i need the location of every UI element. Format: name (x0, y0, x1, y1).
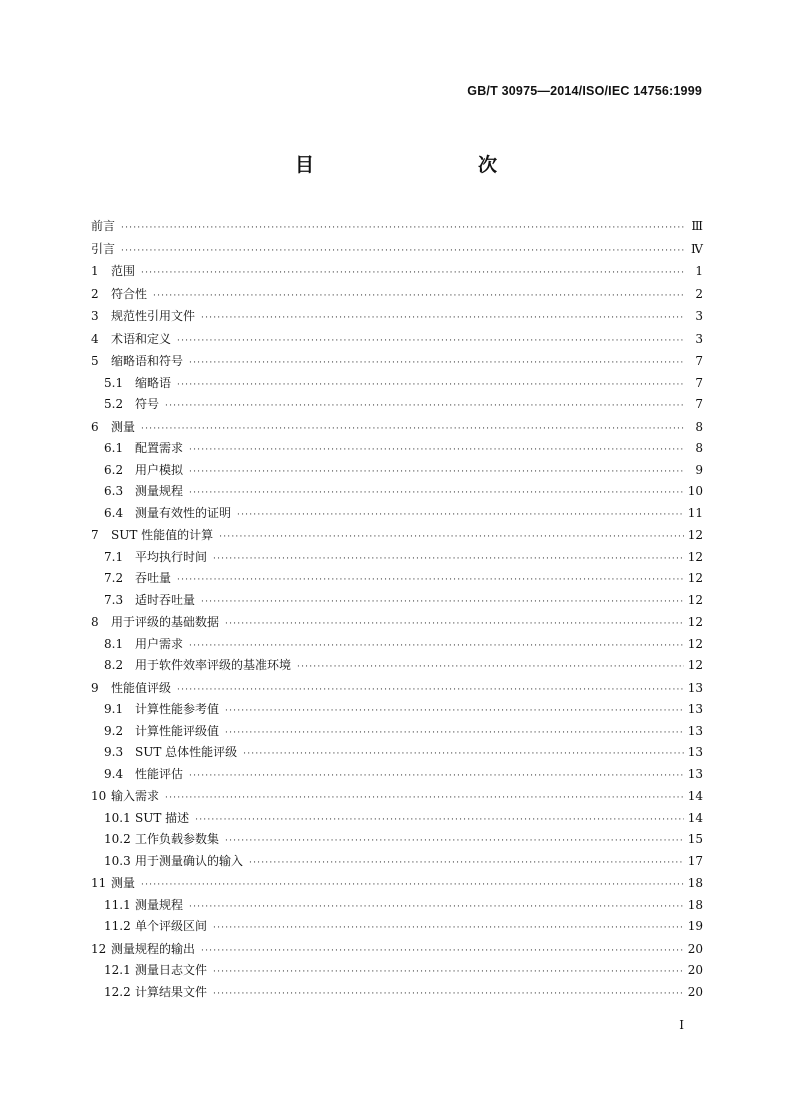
toc-entry[interactable] (91, 547, 703, 569)
toc-entry-number: 8.1 (104, 636, 124, 651)
toc-entry-number: 12.2 (104, 984, 131, 999)
toc-entry-page: 12 (687, 658, 703, 672)
toc-dot-leader (141, 875, 684, 897)
toc-entry-number: 12.1 (104, 963, 131, 977)
toc-entry[interactable] (91, 612, 703, 634)
toc-dot-leader (189, 897, 684, 919)
toc-entry-number: 1 (91, 264, 99, 278)
toc-entry-page: 13 (687, 766, 703, 781)
toc-entry[interactable] (91, 503, 703, 525)
toc-entry-number: 11 (91, 876, 107, 890)
toc-entry-label: 适时吞吐量 (135, 592, 196, 607)
toc-entry[interactable] (91, 568, 703, 590)
toc-entry[interactable] (91, 417, 703, 439)
toc-entry-page: 9 (695, 462, 703, 477)
toc-entry-label: 符合性 (111, 286, 148, 301)
toc-dot-leader (177, 570, 684, 592)
toc-entry-number: 5.2 (104, 397, 124, 411)
toc-entry[interactable] (91, 438, 703, 460)
toc-entry[interactable] (91, 742, 703, 764)
toc-entry-number: 7.1 (104, 549, 124, 564)
toc-entry-label: 规范性引用文件 (111, 309, 196, 323)
toc-entry-page: 1 (695, 264, 703, 278)
toc-entry[interactable] (91, 939, 703, 961)
toc-dot-leader (141, 263, 685, 285)
toc-entry[interactable] (91, 460, 703, 482)
toc-entry-number: 6.4 (104, 505, 124, 520)
toc-entry-page: 18 (687, 897, 703, 912)
toc-entry-number: 11.1 (104, 897, 131, 912)
toc-entry[interactable] (91, 634, 703, 656)
toc-entry[interactable] (91, 590, 703, 612)
toc-dot-leader (219, 527, 684, 549)
toc-entry-page: 18 (687, 876, 703, 890)
toc-entry-page: 7 (695, 375, 703, 390)
toc-dot-leader (121, 218, 685, 240)
toc-entry-page: 12 (687, 592, 703, 607)
toc-entry-number: 10.2 (104, 832, 131, 846)
page-folio: I (679, 1018, 684, 1032)
toc-dot-leader (177, 375, 685, 397)
toc-entry-label: 用于测量确认的输入 (135, 853, 244, 868)
toc-entry[interactable] (91, 261, 703, 283)
toc-entry-label: 用于评级的基础数据 (111, 615, 220, 629)
toc-entry-page: 19 (687, 919, 703, 933)
toc-entry-label: 测量规程的输出 (111, 941, 196, 956)
toc-entry-page: 12 (687, 549, 703, 564)
toc-entry-page: 20 (687, 941, 703, 956)
toc-dot-leader (213, 962, 684, 984)
toc-entry-label: 用户需求 (135, 636, 184, 651)
toc-entry[interactable] (91, 655, 703, 677)
toc-dot-leader (243, 744, 684, 766)
toc-entry-label: 平均执行时间 (135, 549, 208, 564)
toc-entry[interactable] (91, 394, 703, 416)
toc-entry-number: 6.3 (104, 484, 124, 498)
toc-dot-leader (195, 810, 684, 832)
toc-entry-number: 8 (91, 615, 99, 629)
toc-entry[interactable] (91, 306, 703, 328)
toc-entry-label: 计算结果文件 (135, 984, 208, 999)
toc-dot-leader (225, 701, 684, 723)
toc-entry-page: 20 (687, 963, 703, 977)
toc-entry-page: Ⅲ (691, 219, 703, 233)
toc-entry-page: 12 (687, 636, 703, 651)
toc-entry-label: 测量有效性的证明 (135, 505, 232, 520)
toc-entry-page: 13 (687, 680, 703, 695)
toc-entry-number: 9.4 (104, 766, 124, 781)
toc-entry-label: 计算性能评级值 (135, 723, 220, 738)
toc-entry-page: Ⅳ (691, 241, 703, 256)
toc-entry-label: 单个评级区间 (135, 919, 208, 933)
toc-dot-leader (213, 549, 684, 571)
standard-number: GB/T 30975—2014/ISO/IEC 14756:1999 (467, 84, 702, 98)
toc-entry-number: 6.2 (104, 462, 124, 477)
toc-dot-leader (189, 440, 685, 462)
toc-entry-label: SUT 描述 (135, 810, 190, 825)
toc-entry-number: 10.1 (104, 810, 131, 825)
toc-dot-leader (201, 308, 685, 330)
toc-entry[interactable] (91, 829, 703, 851)
toc-entry-page: 3 (695, 309, 703, 323)
toc-entry[interactable] (91, 329, 703, 351)
toc-entry[interactable] (91, 916, 703, 938)
toc-entry[interactable] (91, 284, 703, 306)
toc-entry[interactable] (91, 808, 703, 830)
toc-entry-page: 12 (687, 615, 703, 629)
toc-entry-number: 7.3 (104, 592, 124, 607)
toc-entry-page: 12 (687, 571, 703, 585)
toc-dot-leader (177, 680, 684, 702)
toc-entry-label: 符号 (135, 397, 160, 411)
toc-entry-label: 范围 (111, 264, 136, 278)
toc-entry-label: 配置需求 (135, 441, 184, 455)
toc-entry-page: 2 (695, 286, 703, 301)
toc-entry-number: 7 (91, 528, 99, 542)
toc-entry-label: 前言 (91, 219, 116, 233)
toc-entry-label: 用户模拟 (135, 462, 184, 477)
toc-dot-leader (225, 614, 684, 636)
toc-entry-label: 性能值评级 (111, 680, 172, 695)
toc-dot-leader (121, 241, 685, 263)
toc-entry-number: 5 (91, 354, 99, 368)
toc-entry[interactable] (91, 239, 703, 261)
toc-entry-page: 3 (695, 331, 703, 346)
toc-dot-leader (225, 831, 684, 853)
toc-entry[interactable] (91, 216, 703, 238)
toc-dot-leader (189, 353, 685, 375)
toc-entry-number: 10 (91, 789, 107, 803)
toc-entry[interactable] (91, 764, 703, 786)
toc-entry-page: 20 (687, 984, 703, 999)
toc-entry[interactable] (91, 851, 703, 873)
toc-dot-leader (141, 419, 685, 441)
toc-entry-number: 3 (91, 309, 99, 323)
toc-entry-page: 17 (687, 853, 703, 868)
toc-entry-label: SUT 总体性能评级 (135, 745, 238, 759)
toc-dot-leader (165, 396, 685, 418)
toc-dot-leader (177, 331, 685, 353)
toc-entry-number: 7.2 (104, 571, 124, 585)
toc-entry-number: 9.2 (104, 723, 124, 738)
toc-entry-page: 13 (687, 745, 703, 759)
toc-entry-number: 12 (91, 941, 107, 956)
toc-entry-page: 14 (687, 810, 703, 825)
toc-dot-leader (249, 853, 684, 875)
toc-entry-number: 9.1 (104, 702, 124, 716)
toc-entry-page: 15 (687, 832, 703, 846)
toc-entry-page: 11 (687, 505, 703, 520)
toc-dot-leader (189, 462, 685, 484)
toc-dot-leader (153, 286, 685, 308)
toc-entry[interactable] (91, 373, 703, 395)
toc-entry-page: 7 (695, 354, 703, 368)
toc-entry-number: 2 (91, 286, 99, 301)
toc-entry-number: 6.1 (104, 441, 124, 455)
toc-entry-number: 11.2 (104, 919, 131, 933)
toc-entry-label: 计算性能参考值 (135, 702, 220, 716)
toc-entry-label: 缩略语 (135, 375, 172, 390)
toc-entry-page: 7 (695, 397, 703, 411)
toc-entry-page: 8 (695, 419, 703, 434)
toc-entry[interactable] (91, 699, 703, 721)
toc-entry-number: 9 (91, 680, 99, 695)
toc-entry[interactable] (91, 895, 703, 917)
toc-entry-number: 8.2 (104, 658, 124, 672)
toc-entry-label: 工作负载参数集 (135, 832, 220, 846)
toc-entry-number: 6 (91, 419, 99, 434)
toc-entry[interactable] (91, 351, 703, 373)
toc-entry-label: 引言 (91, 241, 116, 256)
toc-entry-label: 吞吐量 (135, 571, 172, 585)
toc-entry[interactable] (91, 982, 703, 1004)
toc-entry-label: SUT 性能值的计算 (111, 528, 214, 542)
toc-entry-label: 输入需求 (111, 789, 160, 803)
toc-dot-leader (189, 766, 684, 788)
toc-entry-page: 10 (687, 484, 703, 498)
toc-dot-leader (165, 788, 684, 810)
toc-dot-leader (189, 483, 684, 505)
toc-entry-label: 测量 (111, 419, 136, 434)
toc-entry[interactable] (91, 960, 703, 982)
toc-entry-label: 术语和定义 (111, 331, 172, 346)
toc-entry-label: 测量 (111, 876, 136, 890)
toc-entry-number: 4 (91, 331, 99, 346)
toc-dot-leader (201, 941, 684, 963)
toc-dot-leader (225, 723, 684, 745)
toc-entry[interactable] (91, 481, 703, 503)
toc-entry[interactable] (91, 786, 703, 808)
toc-entry-page: 14 (687, 789, 703, 803)
toc-dot-leader (213, 984, 684, 1006)
toc-dot-leader (201, 592, 684, 614)
toc-entry-label: 缩略语和符号 (111, 354, 184, 368)
toc-entry-number: 9.3 (104, 745, 124, 759)
toc-entry-number: 5.1 (104, 375, 124, 390)
toc-entry[interactable] (91, 678, 703, 700)
toc-entry-label: 测量规程 (135, 484, 184, 498)
toc-entry-label: 用于软件效率评级的基准环境 (135, 658, 292, 672)
toc-entry-number: 10.3 (104, 853, 131, 868)
page-title: 目 次 (294, 154, 539, 176)
toc-dot-leader (213, 918, 684, 940)
toc-entry[interactable] (91, 873, 703, 895)
toc-dot-leader (297, 657, 684, 679)
toc-dot-leader (189, 636, 684, 658)
toc-entry[interactable] (91, 525, 703, 547)
toc-entry-page: 8 (695, 441, 703, 455)
toc-entry-label: 性能评估 (135, 766, 184, 781)
toc-entry-label: 测量规程 (135, 897, 184, 912)
toc-entry-page: 12 (687, 528, 703, 542)
table-of-contents (91, 216, 703, 1003)
toc-entry-page: 13 (687, 723, 703, 738)
toc-entry-page: 13 (687, 702, 703, 716)
toc-entry[interactable] (91, 721, 703, 743)
toc-dot-leader (237, 505, 684, 527)
toc-entry-label: 测量日志文件 (135, 963, 208, 977)
